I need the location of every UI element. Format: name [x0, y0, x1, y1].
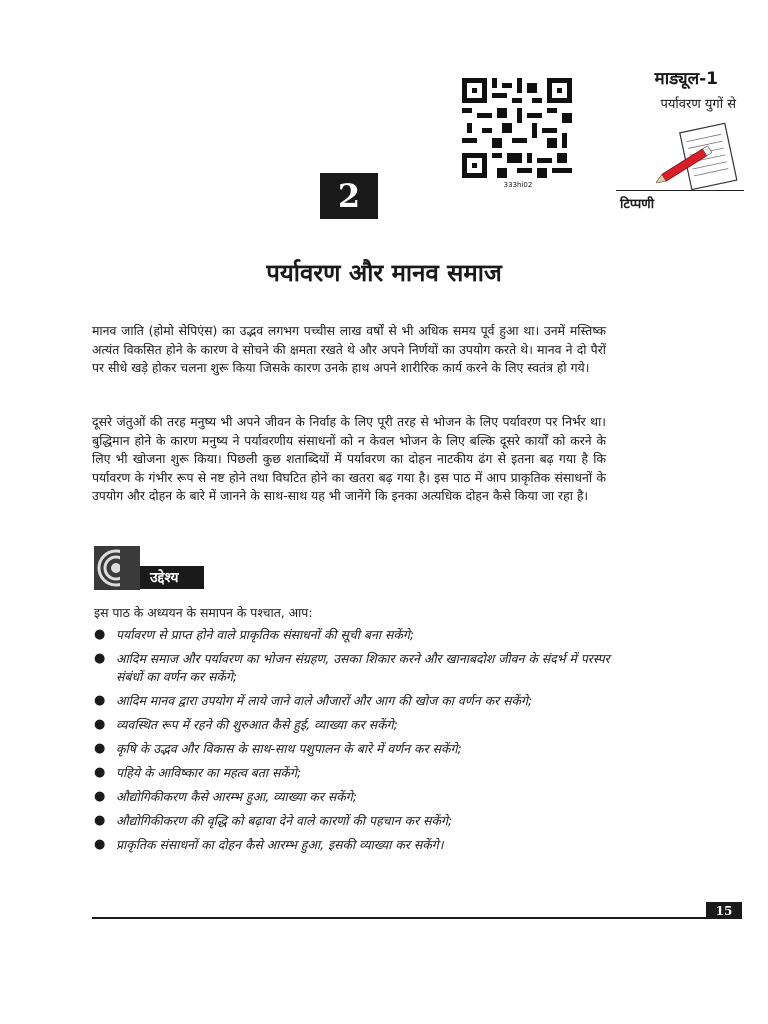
- objectives-list: [92, 626, 622, 860]
- page-number: 15: [706, 902, 742, 919]
- bullet-icon: ●: [94, 837, 106, 852]
- list-item: ● आदिम मानव द्वारा उपयोग में लाये जाने वाले औजारों और आग की खोज का वर्णन कर सकेंगे;: [94, 693, 533, 708]
- bullet-icon: ●: [94, 813, 106, 828]
- bullet-icon: ●: [94, 651, 106, 666]
- bullet-icon: ●: [94, 765, 106, 780]
- notes-pencil-icon: [656, 120, 740, 192]
- qr-code-image: [462, 78, 572, 178]
- objectives-label: उद्देश्य: [140, 566, 204, 589]
- intro-paragraph-1: मानव जाति (होमो सेपिएंस) का उद्भव लगभग पच्चीस लाख वर्षों से भी अधिक समय पूर्व हुआ था। उनमें मस्तिष्क अत्यंत विकसित होने के कारण वे सोचने की क्षमता रखते थे और अपने निर्णयों का उपयोग करते थे। मानव ने दो पैरों पर सीधे खड़े होकर चलना शुरू किया जिसके कारण उनके हाथ अपने शारीरिक कार्य करने के लिए स्वतंत्र हो गये।: [92, 323, 606, 375]
- objectives-intro: इस पाठ के अध्ययन के समापन के पश्चात, आप:: [94, 605, 313, 620]
- bullet-icon: ●: [94, 741, 106, 756]
- bullet-icon: ●: [94, 789, 106, 804]
- list-item: ● पर्यावरण से प्राप्त होने वाले प्राकृतिक संसाधनों की सूची बना सकेंगे;: [94, 627, 415, 642]
- intro-paragraph-2: दूसरे जंतुओं की तरह मनुष्य भी अपने जीवन के निर्वाह के लिए पूरी तरह से भोजन के लिए पर्यावरण पर निर्भर था। बुद्धिमान होने के कारण मनुष्य ने पर्यावरणीय संसाधनों को न केवल भोजन के लिए बल्कि दूसरे कार्यों को करने के लिए भी खोजना शुरू किया। पिछली कुछ शताब्दियों में पर्यावरण का दोहन नाटकीय ढंग से इतना बढ़ गया है कि पर्यावरण के गंभीर रूप से नष्ट होने तथा विघटित होने का खतरा बढ़ गया है। इस पाठ में आप प्राकृतिक संसाधनों के उपयोग और दोहन के बारे में जानने के साथ-साथ यह भी जानेंगे कि इनका अत्यधिक दोहन कैसे किया जा रहा है।: [92, 414, 606, 503]
- list-item: ● कृषि के उद्भव और विकास के साथ-साथ पशुपालन के बारे में वर्णन कर सकेंगे;: [94, 741, 462, 756]
- list-item: ● आदिम समाज और पर्यावरण का भोजन संग्रहण, उसका शिकार करने और खानाबदोश जीवन के संदर्भ में परस्पर संबंधों का वर्णन कर सकेंगे;: [94, 651, 610, 684]
- bullet-icon: ●: [94, 627, 106, 642]
- module-title: माड्यूल-1: [654, 69, 718, 89]
- list-item: ● औद्योगिकीकरण कैसे आरम्भ हुआ, व्याख्या कर सकेंगे;: [94, 789, 357, 804]
- list-item: ● प्राकृतिक संसाधनों का दोहन कैसे आरम्भ हुआ, इसकी व्याख्या कर सकेंगे।: [94, 837, 444, 852]
- list-item: ● व्यवस्थित रूप में रहने की शुरुआत कैसे हुई, व्याख्या कर सकेंगे;: [94, 717, 398, 732]
- module-subtitle: पर्यावरण युगों से: [660, 97, 736, 112]
- note-divider: [616, 190, 744, 191]
- footer-rule: [92, 917, 742, 919]
- bullet-icon: ●: [94, 717, 106, 732]
- chapter-title: पर्यावरण और मानव समाज: [266, 259, 502, 287]
- note-label: टिप्पणी: [620, 197, 655, 212]
- list-item: ● पहिये के आविष्कार का महत्व बता सकेंगे;: [94, 765, 302, 780]
- target-icon: [94, 546, 140, 590]
- bullet-icon: ●: [94, 693, 106, 708]
- chapter-number: 2: [320, 173, 378, 219]
- list-item: ● औद्योगिकीकरण की वृद्धि को बढ़ावा देने वाले कारणों की पहचान कर सकेंगे;: [94, 813, 453, 828]
- qr-code-label: 333hi02: [503, 181, 533, 189]
